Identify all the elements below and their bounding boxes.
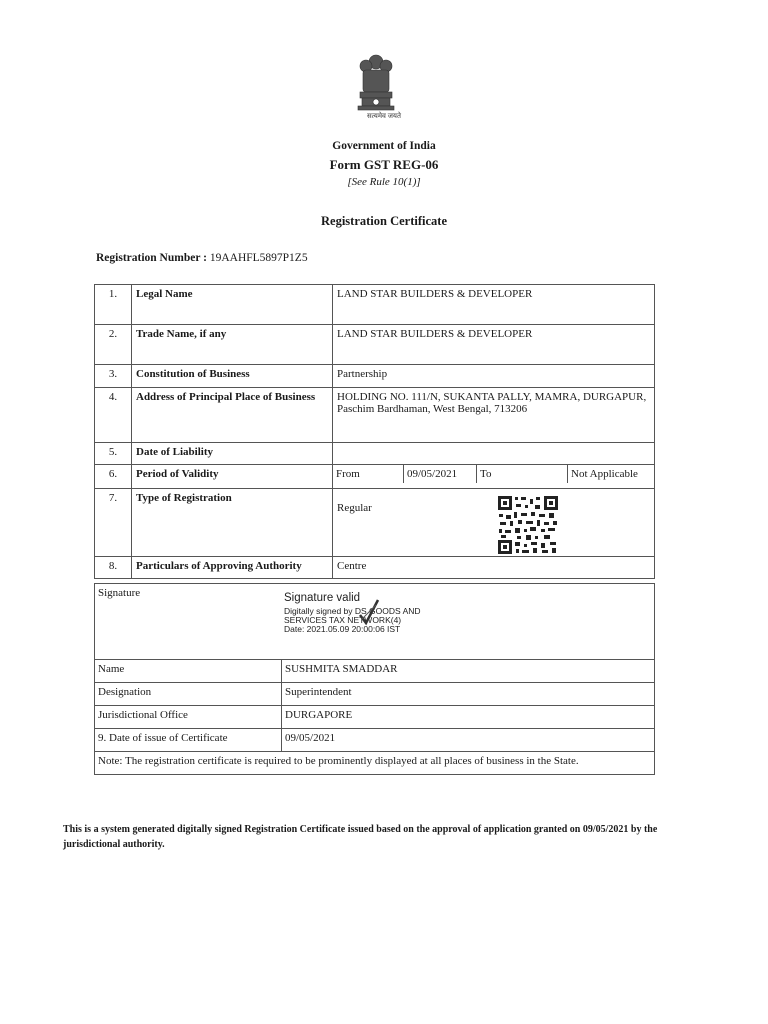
table-row <box>95 557 655 579</box>
validity-from-label: From <box>333 465 404 483</box>
table-row <box>95 285 655 325</box>
footer-statement: This is a system generated digitally signed Registration Certificate issued based on the approval of application granted on 09/05/2021 by the jurisdictional authority. <box>63 824 658 850</box>
row-number: 2. <box>95 325 132 365</box>
signature-valid-text: Signature valid <box>284 592 361 604</box>
validity-table <box>333 465 654 483</box>
details-table <box>94 284 655 579</box>
row-label: Address of Principal Place of Business <box>132 388 333 443</box>
digital-signature <box>284 592 421 634</box>
officer-key: Designation <box>95 683 282 706</box>
row-value: Regular <box>333 489 655 557</box>
table-row <box>95 706 655 729</box>
officer-key: Jurisdictional Office <box>95 706 282 729</box>
officer-value: Superintendent <box>282 683 655 706</box>
national-emblem-icon <box>348 50 404 118</box>
validity-from-value: 09/05/2021 <box>404 465 477 483</box>
note-row <box>95 752 655 775</box>
row-value: LAND STAR BUILDERS & DEVELOPER <box>333 325 655 365</box>
row-number: 7. <box>95 489 132 557</box>
signature-line-2: SERVICES TAX NETWORK(4) <box>284 615 402 625</box>
signature-label: Signature <box>95 584 655 660</box>
validity-to-label: To <box>477 465 568 483</box>
row-value: LAND STAR BUILDERS & DEVELOPER <box>333 285 655 325</box>
signature-check-icon <box>357 597 381 629</box>
qr-code-icon <box>497 495 559 555</box>
row-number: 1. <box>95 285 132 325</box>
table-row <box>95 660 655 683</box>
emblem-motto: सत्यमेव जयते <box>367 112 401 120</box>
officer-key: 9. Date of issue of Certificate <box>95 729 282 752</box>
validity-to-value: Not Applicable <box>571 468 638 480</box>
registration-number <box>96 252 308 264</box>
row-number: 3. <box>95 365 132 388</box>
row-label: Period of Validity <box>132 465 333 489</box>
row-number: 6. <box>95 465 132 489</box>
signature-line-3: Date: 2021.05.09 20:00:06 IST <box>284 624 401 634</box>
table-row <box>95 489 655 557</box>
row-label: Constitution of Business <box>132 365 333 388</box>
validity-cell <box>333 465 655 489</box>
officer-value: SUSHMITA SMADDAR <box>282 660 655 683</box>
row-number: 5. <box>95 443 132 465</box>
registration-number-label: Registration Number : <box>96 252 207 264</box>
note-text: Note: The registration certificate is required to be prominently displayed at all places of business in the State. <box>95 752 655 775</box>
signature-line-1: Digitally signed by DS GOODS AND <box>284 606 421 616</box>
row-label: Trade Name, if any <box>132 325 333 365</box>
table-row <box>95 729 655 752</box>
table-row <box>95 365 655 388</box>
row-label: Type of Registration <box>132 489 333 557</box>
row-label: Date of Liability <box>132 443 333 465</box>
row-value <box>333 443 655 465</box>
table-row <box>95 683 655 706</box>
officer-value: DURGAPORE <box>282 706 655 729</box>
row-label: Legal Name <box>132 285 333 325</box>
row-value: Partnership <box>333 365 655 388</box>
table-row <box>95 465 655 489</box>
row-label: Particulars of Approving Authority <box>132 557 333 579</box>
officer-value: 09/05/2021 <box>282 729 655 752</box>
row-number: 4. <box>95 388 132 443</box>
officer-key: Name <box>95 660 282 683</box>
certificate-title: Registration Certificate <box>321 214 447 228</box>
row-number: 8. <box>95 557 132 579</box>
table-row <box>95 443 655 465</box>
table-row <box>95 388 655 443</box>
row-value: Centre <box>333 557 655 579</box>
table-row <box>95 325 655 365</box>
row-value: HOLDING NO. 111/N, SUKANTA PALLY, MAMRA, DURGAPUR, Paschim Bardhaman, West Bengal, 713206 <box>333 388 655 443</box>
government-heading: Government of India <box>332 140 436 152</box>
registration-number-value: 19AAHFL5897P1Z5 <box>209 252 308 264</box>
rule-reference: [See Rule 10(1)] <box>347 176 421 188</box>
form-title: Form GST REG-06 <box>329 157 439 172</box>
